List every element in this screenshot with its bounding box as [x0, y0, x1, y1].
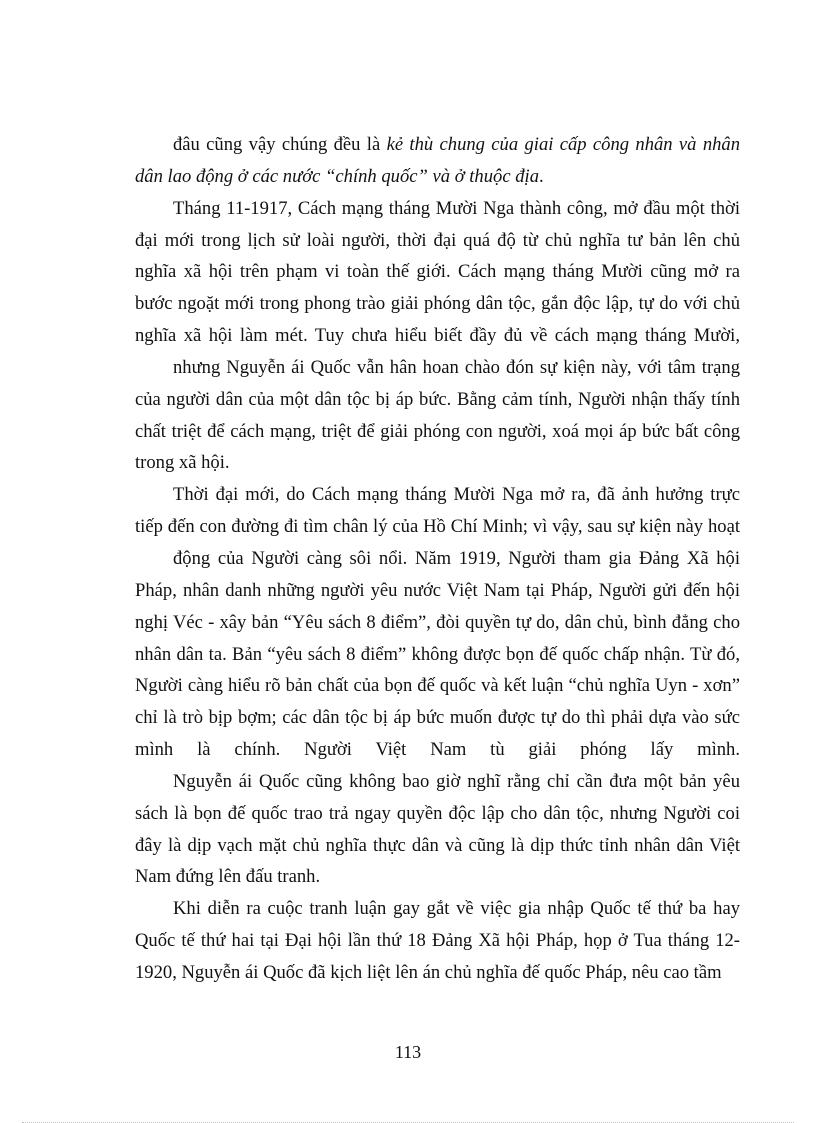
- italic-text-segment: dân lao động ở các nước “chính quốc” và ở thuộc địa: [135, 165, 539, 187]
- text-segment: Quốc tế thứ hai tại Đại hội lần thứ 18 Đảng Xã hội Pháp, họp ở Tua tháng 12-: [135, 930, 740, 952]
- text-segment: Nam đứng lên đấu tranh.: [135, 866, 321, 888]
- text-segment: tiếp đến con đường đi tìm chân lý của Hồ Chí Minh; vì vậy, sau sự kiện này hoạt: [135, 516, 740, 538]
- text-segment: của người dân của một dân tộc bị áp bức. Bằng cảm tính, Người nhận thấy tính: [135, 388, 740, 410]
- text-segment: chất triệt để cách mạng, triệt để giải phóng con người, xoá mọi áp bức bất công: [135, 420, 740, 442]
- text-line: [135, 193, 740, 225]
- text-segment: Khi diễn ra cuộc tranh luận gay gắt về việc gia nhập Quốc tế thứ ba hay: [173, 898, 740, 920]
- page-number: 113: [394, 1042, 422, 1062]
- text-line: [135, 639, 740, 671]
- text-line: [135, 798, 740, 830]
- text-segment: sách là bọn đế quốc trao trả ngay quyền độc lập cho dân tộc, nhưng Người coi: [135, 802, 740, 824]
- text-line: [135, 352, 740, 384]
- text-segment: nhân dân ta. Bản “yêu sách 8 điểm” không được bọn đế quốc chấp nhận. Từ đó,: [135, 643, 740, 665]
- text-segment: nghĩa xã hội trên phạm vi toàn thế giới. Cách mạng tháng Mười cũng mở ra: [135, 261, 740, 283]
- text-segment: mình là chính. Người Việt Nam tù giải phóng lấy mình.: [135, 739, 740, 761]
- text-line: [135, 607, 740, 639]
- text-segment: bước ngoặt mới trong phong trào giải phóng dân tộc, gắn độc lập, tự do với chủ: [135, 293, 740, 315]
- text-line: [135, 225, 740, 257]
- italic-text-segment: kẻ thù chung của giai cấp công nhân và nhân: [386, 134, 741, 155]
- text-segment: động của Người càng sôi nổi. Năm 1919, Người tham gia Đảng Xã hội: [173, 547, 740, 569]
- text-line: [135, 416, 740, 448]
- text-segment: Pháp, nhân danh những người yêu nước Việt Nam tại Pháp, Người gửi đến hội: [135, 579, 740, 601]
- text-line: [135, 925, 740, 957]
- text-segment: .: [539, 165, 544, 187]
- text-line: [135, 543, 740, 575]
- text-line: [135, 129, 740, 161]
- text-line: [135, 288, 740, 320]
- text-segment: 1920, Nguyễn ái Quốc đã kịch liệt lên án chủ nghĩa đế quốc Pháp, nêu cao tầm: [135, 961, 722, 983]
- text-segment: nhưng Nguyễn ái Quốc vẫn hân hoan chào đón sự kiện này, với tâm trạng: [173, 356, 740, 378]
- text-segment: đại mới trong lịch sử loài người, thời đại quá độ từ chủ nghĩa tư bản lên chủ: [135, 229, 740, 251]
- text-line: [135, 957, 740, 989]
- text-line: [135, 702, 740, 734]
- text-segment: đâu cũng vậy chúng đều là: [173, 134, 387, 155]
- text-line: [135, 830, 740, 862]
- text-segment: nghị Véc - xây bản “Yêu sách 8 điểm”, đòi quyền tự do, dân chủ, bình đẳng cho: [135, 611, 740, 633]
- text-line: [135, 447, 740, 479]
- text-segment: đây là dịp vạch mặt chủ nghĩa thực dân và cũng là dịp thức tỉnh nhân dân Việt: [135, 834, 740, 856]
- text-line: [135, 670, 740, 702]
- text-segment: chỉ là trò bịp bợm; các dân tộc bị áp bức muốn được tự do thì phải dựa vào sức: [135, 707, 740, 729]
- text-line: [135, 575, 740, 607]
- text-line: [135, 766, 740, 798]
- text-line: [135, 161, 740, 193]
- body-text: [135, 129, 740, 989]
- text-line: [135, 893, 740, 925]
- text-segment: Người càng hiểu rõ bản chất của bọn đế quốc và kết luận “chủ nghĩa Uyn - xơn”: [135, 675, 740, 697]
- text-line: [135, 511, 740, 543]
- text-segment: Thời đại mới, do Cách mạng tháng Mười Nga mở ra, đã ảnh hưởng trực: [173, 484, 740, 506]
- text-line: [135, 861, 740, 893]
- text-line: [135, 479, 740, 511]
- text-segment: Nguyễn ái Quốc cũng không bao giờ nghĩ rằng chỉ cần đưa một bản yêu: [173, 770, 740, 792]
- text-line: [135, 734, 740, 766]
- text-line: [135, 256, 740, 288]
- text-line: [135, 320, 740, 352]
- text-segment: trong xã hội.: [135, 452, 230, 474]
- text-line: [135, 384, 740, 416]
- text-segment: Tháng 11-1917, Cách mạng tháng Mười Nga thành công, mở đầu một thời: [173, 197, 740, 219]
- text-segment: nghĩa xã hội làm mét. Tuy chưa hiểu biết đầy đủ về cách mạng tháng Mười,: [135, 325, 740, 347]
